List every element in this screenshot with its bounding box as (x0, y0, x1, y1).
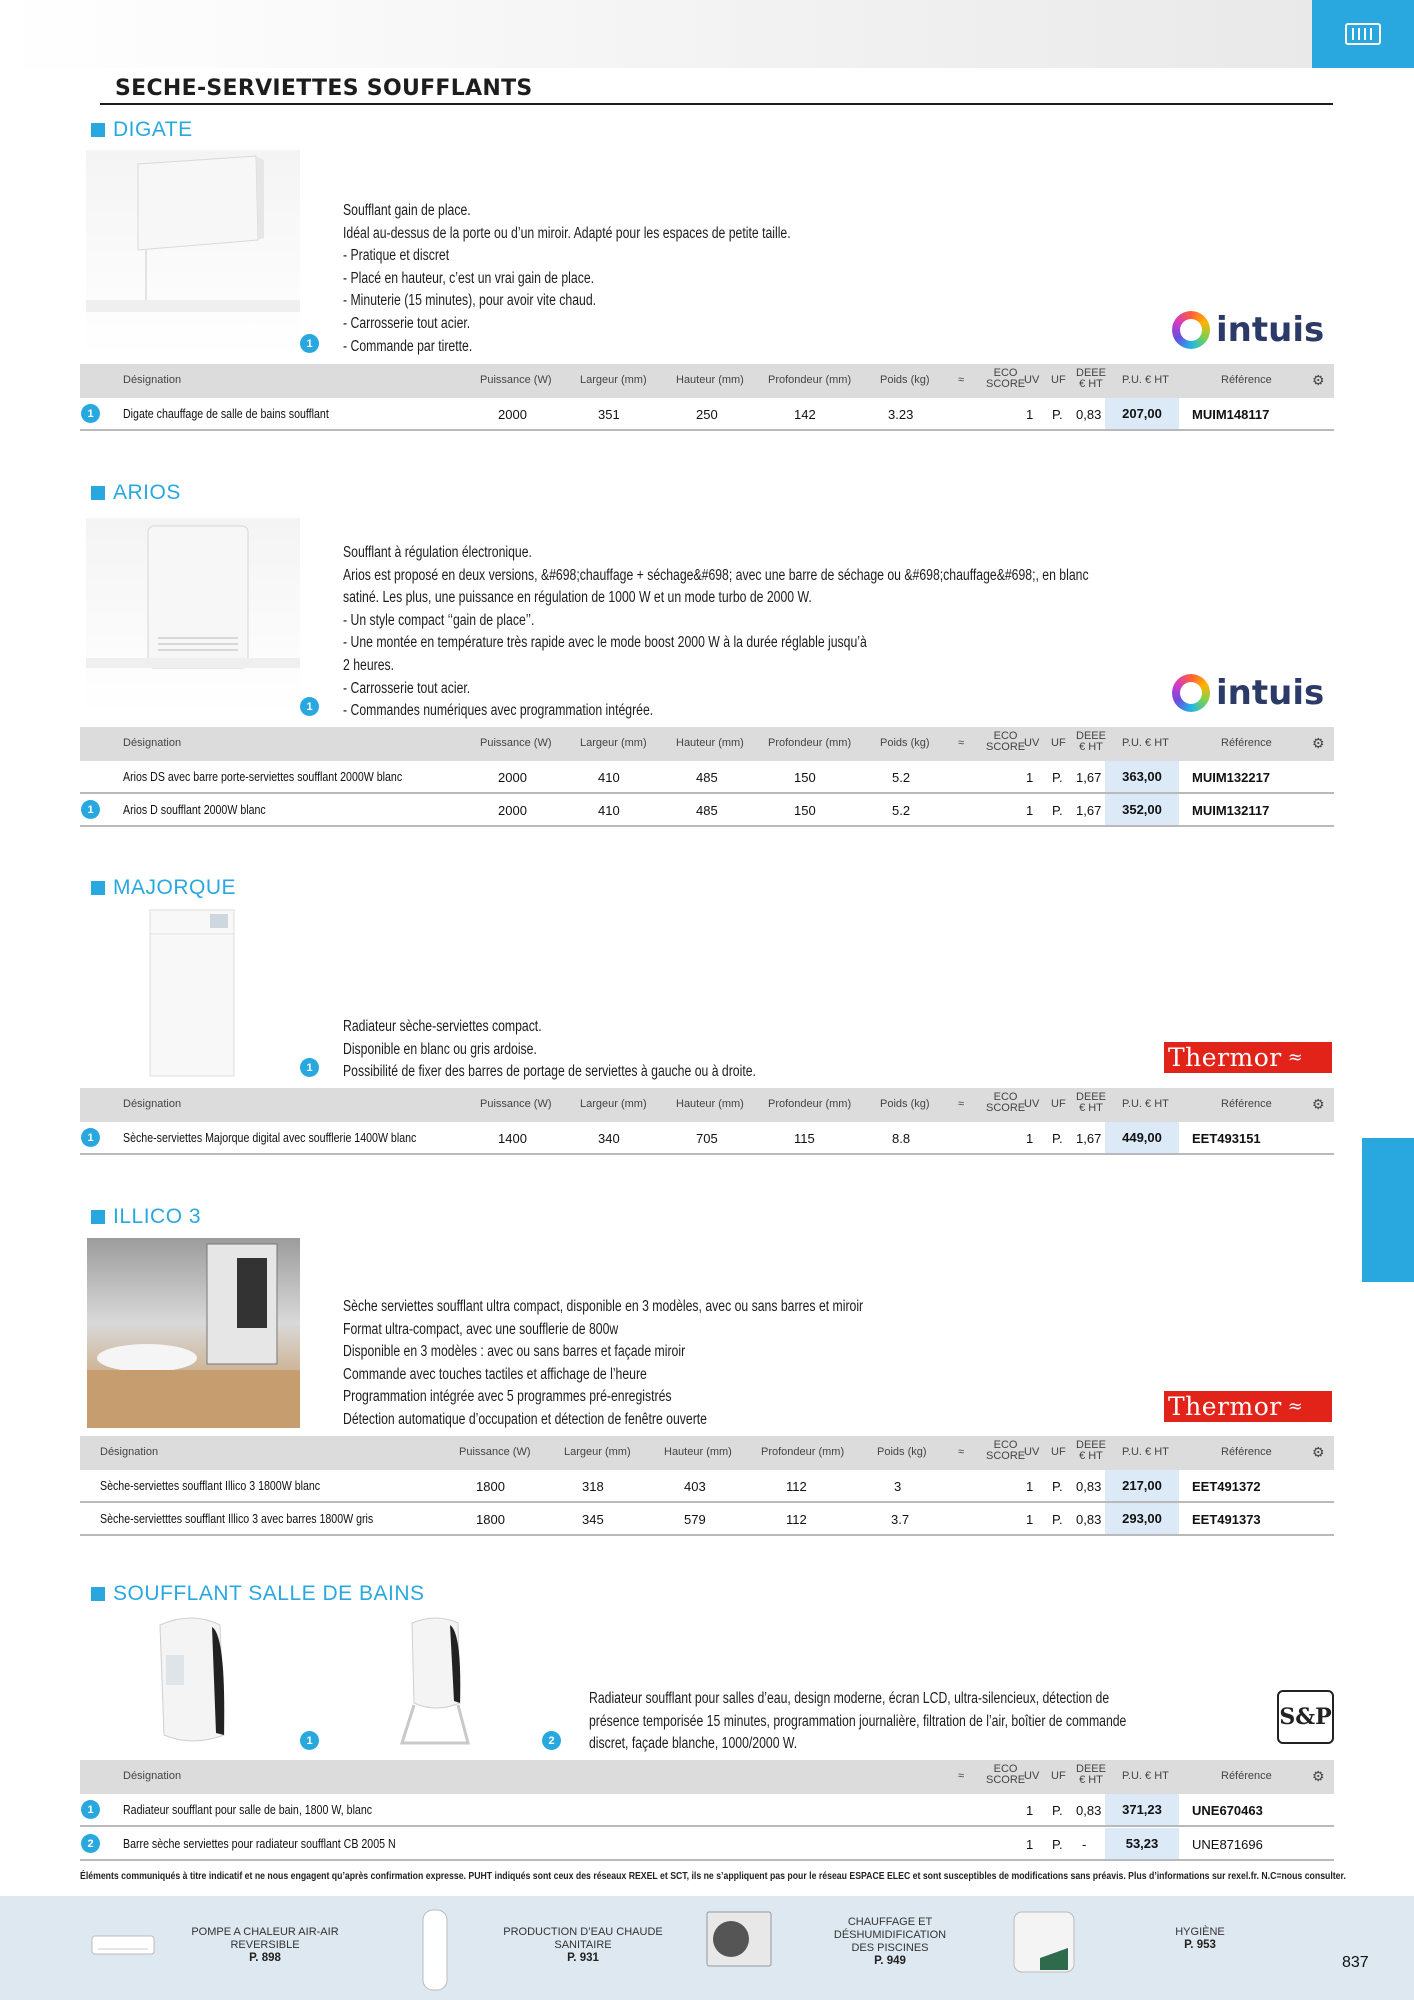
settings-icon[interactable]: ⚙ (1312, 1444, 1325, 1460)
table-row[interactable]: 1 Arios D soufflant 2000W blanc 2000 410 485 150 5.2 1 P. 1,67 352,00 MUIM132117 (80, 794, 1334, 827)
image-badge: 2 (542, 1731, 561, 1750)
table-row[interactable]: 2 Barre sèche serviettes pour radiateur soufflant CB 2005 N 1 P. - 53,23 UNE871696 (80, 1828, 1334, 1861)
product-image-soufflant-1 (150, 1615, 235, 1750)
footer-link-ecs[interactable]: PRODUCTION D’EAU CHAUDE SANITAIRE P. 931 (503, 1926, 663, 1964)
table-row[interactable]: Sèche-servietttes soufflant Illico 3 avec barres 1800W gris 1800 345 579 112 3.7 1 P. 0,83 293,00 EET491373 (80, 1503, 1334, 1536)
table-row[interactable]: 1 Sèche-serviettes Majorque digital avec soufflerie 1400W blanc 1400 340 705 115 8.8 1 P. 1,67 449,00 EET493151 (80, 1122, 1334, 1155)
description-soufflant: Radiateur soufflant pour salles d’eau, design moderne, écran LCD, ultra-silencieux, détection de présence temporisée 15 minutes, programmation journalière, filtration de l’air, boîtier de commande discret, façade blanche, 1000/2000 W. (589, 1690, 1127, 1753)
section-title-text: MAJORQUE (113, 876, 237, 899)
product-image-arios (86, 518, 300, 714)
settings-icon[interactable]: ⚙ (1312, 372, 1325, 388)
table-header: Désignation Puissance (W) Largeur (mm) Hauteur (mm) Profondeur (mm) Poids (kg) ≈ ECO SCORE UV UF DEEE € HT P.U. € HT Référence ⚙ (80, 1436, 1334, 1470)
heat-pump-icon (705, 1910, 773, 1968)
description-illico: Sèche serviettes soufflant ultra compact, disponible en 3 modèles, avec ou sans barres et miroir Format ultra-compact, avec une soufflerie de 800w Disponible en 3 modèles : avec ou sans barres et façade miroir Commande avec touches tactiles et affichage de l’heure Programmation intégrée avec 5 programmes pré-enregistrés Détection automatique d’occupation et détection de fenêtre ouverte (343, 1298, 864, 1428)
section-title-soufflant (91, 1582, 425, 1606)
water-heater-icon (420, 1908, 450, 1992)
settings-icon[interactable]: ⚙ (1312, 1096, 1325, 1112)
brand-logo-sp: S&P (1277, 1690, 1334, 1744)
intuis-ring-icon (1172, 311, 1210, 349)
product-image-soufflant-2 (398, 1615, 473, 1750)
radiator-icon (1345, 21, 1381, 47)
table-row[interactable]: Sèche-serviettes soufflant Illico 3 1800W blanc 1800 318 403 112 3 1 P. 0,83 217,00 EET491372 (80, 1470, 1334, 1503)
settings-icon[interactable]: ⚙ (1312, 735, 1325, 751)
flame-icon: ≈ (1287, 1047, 1304, 1068)
title-rule (100, 103, 1333, 105)
page-number: 837 (1342, 1954, 1369, 1971)
section-title-text: ILLICO 3 (113, 1205, 202, 1228)
wifi-icon: ≈ (958, 1770, 965, 1782)
description-arios: Soufflant à régulation électronique. Arios est proposé en deux versions, &#698;chauffage + séchage&#698; avec une barre de séchage ou &#698;chauffage&#698;, en blanc satiné. Les plus, une puissance en régulation de 1000 W et un mode turbo de 2000 W. - Un style compact ‘‘gain de place’’. - Une montée en température très rapide avec le mode boost 2000 W à la durée réglable jusqu’à 2 heures. - Carrosserie tout acier. - Commandes numériques avec programmation intégrée. (343, 544, 1089, 720)
section-title-illico (91, 1205, 201, 1229)
wifi-icon: ≈ (958, 1098, 965, 1110)
header-band (0, 0, 1312, 68)
intuis-ring-icon (1172, 674, 1210, 712)
table-row[interactable]: Arios DS avec barre porte-serviettes soufflant 2000W blanc 2000 410 485 150 5.2 1 P. 1,67 363,00 MUIM132217 (80, 761, 1334, 794)
section-title-text: DIGATE (113, 118, 193, 141)
wifi-icon: ≈ (958, 1446, 965, 1458)
wifi-icon: ≈ (958, 374, 965, 386)
brand-logo-intuis: intuis (1172, 673, 1324, 713)
brand-logo-thermor: Thermor ≈ (1164, 1391, 1332, 1422)
image-badge: 1 (300, 1058, 319, 1077)
footer-link-hygiene[interactable]: HYGIÈNE P. 953 (1175, 1926, 1225, 1951)
section-title-majorque (91, 876, 236, 900)
table-row[interactable]: 1 Digate chauffage de salle de bains soufflant 2000 351 250 142 3.23 1 P. 0,83 207,00 MUIM148117 (80, 398, 1334, 431)
wifi-icon: ≈ (958, 737, 965, 749)
product-image-digate (86, 150, 300, 356)
image-badge: 1 (300, 1731, 319, 1750)
side-index-tab[interactable] (1362, 1138, 1414, 1282)
table-header: Désignation Puissance (W) Largeur (mm) Hauteur (mm) Profondeur (mm) Poids (kg) ≈ ECO SCORE UV UF DEEE € HT P.U. € HT Référence ⚙ (80, 1088, 1334, 1122)
table-header: Désignation Puissance (W) Largeur (mm) Hauteur (mm) Profondeur (mm) Poids (kg) ≈ ECO SCORE UV UF DEEE € HT P.U. € HT Référence ⚙ (80, 364, 1334, 398)
brand-logo-intuis: intuis (1172, 310, 1324, 350)
footer-nav (0, 1896, 1414, 2000)
table-header: Désignation Puissance (W) Largeur (mm) Hauteur (mm) Profondeur (mm) Poids (kg) ≈ ECO SCORE UV UF DEEE € HT P.U. € HT Référence ⚙ (80, 727, 1334, 761)
settings-icon[interactable]: ⚙ (1312, 1768, 1325, 1784)
table-row[interactable]: 1 Radiateur soufflant pour salle de bain, 1800 W, blanc 1 P. 0,83 371,23 UNE670463 (80, 1794, 1334, 1827)
category-tab[interactable] (1312, 0, 1414, 68)
image-badge: 1 (300, 334, 319, 353)
image-badge: 1 (300, 697, 319, 716)
description-majorque: Radiateur sèche-serviettes compact. Disponible en blanc ou gris ardoise. Possibilité de fixer des barres de portage de serviettes à gauche ou à droite. (343, 1018, 756, 1081)
section-title-text: ARIOS (113, 481, 181, 504)
footer-link-piscines[interactable]: CHAUFFAGE ET DÉSHUMIDIFICATION DES PISCINES P. 949 (833, 1916, 947, 1967)
hand-dryer-icon (1010, 1908, 1080, 1978)
section-title-text: SOUFFLANT SALLE DE BAINS (113, 1582, 425, 1605)
flame-icon: ≈ (1287, 1396, 1304, 1417)
description-digate: Soufflant gain de place. Idéal au-dessus de la porte ou d’un miroir. Adapté pour les espaces de petite taille. - Pratique et discret - Placé en hauteur, c’est un vrai gain de place. - Minuterie (15 minutes), pour avoir vite chaud. - Carrosserie tout acier. - Commande par tirette. (343, 202, 791, 355)
product-image-illico (87, 1238, 300, 1428)
table-header: Désignation ≈ ECO SCORE UV UF DEEE € HT P.U. € HT Référence ⚙ (80, 1760, 1334, 1794)
footer-link-pac[interactable]: POMPE A CHALEUR AIR-AIR REVERSIBLE P. 898 (191, 1926, 339, 1964)
air-conditioner-icon (90, 1930, 156, 1960)
product-image-majorque (148, 908, 238, 1078)
brand-logo-thermor: Thermor ≈ (1164, 1042, 1332, 1073)
section-title-digate (91, 118, 193, 142)
section-title-arios (91, 481, 181, 505)
page-title: SECHE-SERVIETTES SOUFFLANTS (115, 76, 533, 101)
disclaimer: Éléments communiqués à titre indicatif et ne nous engagent qu’après confirmation expresse. PUHT indiqués sont ceux des réseaux REXEL et SCT, ils ne s’appliquent pas pour le réseau ESPACE ELEC et sont susceptibles de modifications sans préavis. Plus d’informations sur rexel.fr. N.C=nous consulter. (80, 1870, 1346, 1882)
